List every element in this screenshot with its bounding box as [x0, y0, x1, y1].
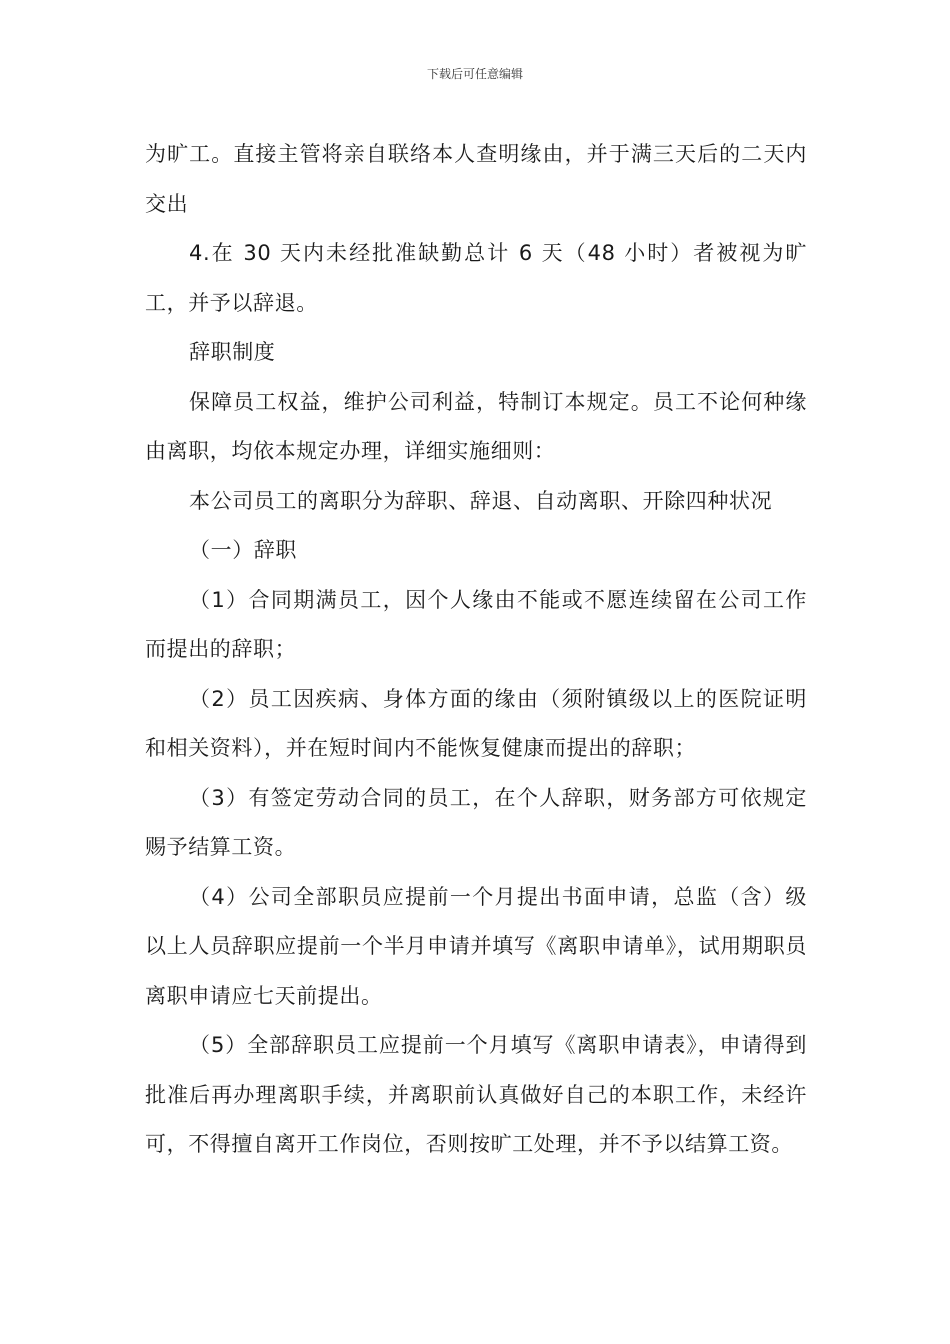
page-header: 下载后可任意编辑 [426, 67, 523, 81]
paragraph-2: 4.在 30 天内未经批准缺勤总计 6 天（48 小时）者被视为旷工，并予以辞退。 [145, 241, 807, 315]
paragraph-item-5: （5）全部辞职员工应提前一个月填写《离职申请表》，申请得到批准后再办理离职手续，并离职前认真做好自己的本职工作，未经许可，不得擅自离开工作岗位，否则按旷工处理，并不予以结算工资。 [145, 1033, 807, 1156]
paragraph-4: 保障员工权益，维护公司利益，特制订本规定。员工不论何种缘由离职，均依本规定办理，详细实施细则： [145, 389, 807, 463]
paragraph-item-1: （1）合同期满员工，因个人缘由不能或不愿连续留在公司工作而提出的辞职； [145, 587, 807, 661]
paragraph-item-3: （3）有签定劳动合同的员工，在个人辞职，财务部方可依规定赐予结算工资。 [145, 785, 807, 859]
paragraph-1: 为旷工。直接主管将亲自联络本人查明缘由，并于满三天后的二天内交出 [145, 142, 807, 216]
section-heading-resignation-policy: 辞职制度 [189, 340, 276, 364]
subheading-resignation: （一）辞职 [189, 538, 297, 562]
paragraph-item-4: （4）公司全部职员应提前一个月提出书面申请，总监（含）级以上人员辞职应提前一个半月申请并填写《离职申请单》，试用期职员离职申请应七天前提出。 [145, 884, 807, 1008]
paragraph-item-2: （2）员工因疾病、身体方面的缘由（须附镇级以上的医院证明和相关资料），并在短时间内不能恢复健康而提出的辞职； [145, 686, 807, 760]
document-body [145, 130, 807, 1170]
paragraph-5: 本公司员工的离职分为辞职、辞退、自动离职、开除四种状况 [189, 488, 773, 513]
